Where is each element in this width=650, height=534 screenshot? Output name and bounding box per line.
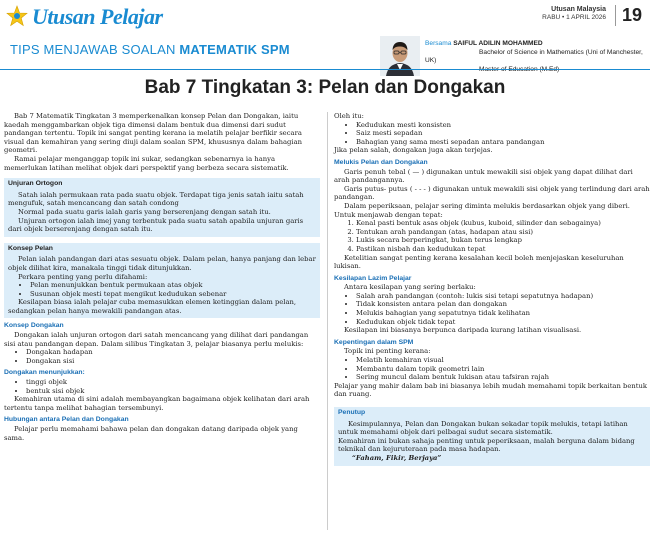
kesilapan-heading: Kesilapan Lazim Pelajar	[334, 274, 412, 282]
kepentingan-heading: Kepentingan dalam SPM	[334, 338, 414, 346]
list-item: • Kedudukan objek tidak tepat	[356, 318, 650, 327]
intro-paragraph-1: Bab 7 Matematik Tingkatan 3 memperkenalkan konsep Pelan dan Dongakan, iaitu kaedah menggambarkan objek tiga dimensi dalam bentuk dua dimensi dari sudut pandangan tertentu. Topik ini sangat penting kerana ia melatih pelajar berfikir secara visual dan kemahiran yang sering diuji dalam soalan SPM, khususnya dalam bahagian geometri.	[4, 112, 303, 155]
konsep-pelan-box	[4, 243, 320, 319]
left-column	[4, 112, 320, 442]
kepentingan-bullet-list	[334, 356, 650, 382]
dongakan-bullet-list	[4, 348, 320, 365]
menunjukkan-bullet-list	[4, 378, 320, 395]
list-item: • Melatih kemahiran visual	[356, 356, 650, 365]
tips-subject: MATEMATIK SPM	[179, 42, 290, 57]
list-item: • Kedudukan mesti konsisten	[356, 121, 650, 130]
page-number: 19	[615, 5, 642, 26]
list-item: • Pelan menunjukkan bentuk permukaan atas objek	[30, 281, 316, 290]
list-item: 1. Kenal pasti bentuk asas objek (kubus, kuboid, silinder dan sebagainya)	[356, 219, 650, 228]
kesilapan-paragraph-1: Antara kesilapan yang sering berlaku:	[344, 283, 476, 292]
column-divider	[327, 112, 328, 530]
list-item: • Bahagian yang sama mesti sepadan antara pandangan	[356, 138, 650, 147]
tips-banner	[10, 42, 290, 57]
publisher-name: Utusan Malaysia	[551, 6, 606, 13]
menunjukkan-paragraph: Kemahiran utama di sini adalah membayangkan bagaimana objek kelihatan dari arah tertentu tanpa melihat bahagian tersembunyi.	[4, 395, 310, 412]
list-item: 4. Pastikan nisbah dan kedudukan tepat	[356, 245, 650, 254]
pelan-paragraph-3: Kesilapan biasa ialah pelajar cuba memasukkan elemen ketinggian dalam pelan, sedangkan pelan hanya mewakili pandangan atas.	[8, 298, 297, 315]
list-item: • Tidak konsisten antara pelan dan dongakan	[356, 300, 650, 309]
unjuran-ortogon-box	[4, 178, 320, 237]
penutup-heading: Penutup	[338, 409, 366, 416]
melukis-paragraph-1: Garis penuh tebal ( — ) digunakan untuk mewakili sisi objek yang dapat dilihat dari arah pandangannya.	[334, 167, 633, 185]
list-item: • Melukis bahagian yang sepatutnya tidak kelihatan	[356, 309, 650, 318]
penutup-paragraph-2: Kemahiran ini bukan sahaja penting untuk peperiksaan, malah berguna dalam bidang teknikal dan kejuruteraan pada masa hadapan.	[338, 436, 635, 454]
oleh-itu-tail: Jika pelan salah, dongakan juga akan terjejas.	[334, 146, 493, 155]
kesilapan-bullet-list	[334, 292, 650, 326]
menunjukkan-heading: Dongakan menunjukkan:	[4, 369, 85, 377]
oleh-itu-label: Oleh itu:	[334, 112, 364, 120]
penutup-motto: “Faham, Fikir, Berjaya”	[352, 453, 442, 462]
hubungan-heading: Hubungan antara Pelan dan Dongakan	[4, 416, 129, 424]
melukis-paragraph-4: Ketelitian sangat penting kerana kesalahan kecil boleh menjejaskan keseluruhan lukisan.	[334, 253, 624, 271]
unjuran-paragraph-2: Normal pada suatu garis ialah garis yang berserenjang dengan satah itu.	[18, 207, 271, 216]
kesilapan-paragraph-2: Kesilapan ini biasanya berpunca daripada kurang latihan visualisasi.	[344, 326, 582, 335]
author-credential-1: Bachelor of Science in Mathematics (Uni of Manchester, UK)	[425, 48, 643, 64]
list-item: 2. Tentukan arah pandangan (atas, hadapan atau sisi)	[356, 228, 650, 237]
unjuran-paragraph-3: Unjuran ortogon ialah imej yang terbentuk pada suatu satah apabila unjuran garis dari objek berserenjang dengan satah itu.	[8, 216, 304, 234]
list-item: • bentuk sisi objek	[26, 387, 320, 396]
article-title: Bab 7 Tingkatan 3: Pelan dan Dongakan	[144, 77, 506, 98]
pelan-paragraph-1: Pelan ialah pandangan dari atas sesuatu objek. Dalam pelan, hanya panjang dan lebar objek dilihat kira, manakala tinggi tidak ditunjukkan.	[8, 255, 316, 272]
kepentingan-paragraph-1: Topik ini penting kerana:	[344, 347, 431, 356]
list-item: 3. Lukis secara berperingkat, bukan terus lengkap	[356, 236, 650, 245]
melukis-steps-list	[334, 219, 650, 253]
list-item: • tinggi objek	[26, 378, 320, 387]
dongakan-heading: Konsep Dongakan	[4, 322, 64, 330]
list-item: • Membantu dalam topik geometri lain	[356, 365, 650, 374]
brand-logo: Utusan Pelajar	[32, 4, 163, 29]
unjuran-heading: Unjuran Ortogon	[8, 180, 63, 188]
dongakan-paragraph-1: Dongakan ialah unjuran ortogon dari satah mencancang yang dilihat dari pandangan sisi atau pandangan depan. Dalam silibus Tingkatan 3, pelajar biasanya perlu melukis:	[4, 331, 309, 348]
list-item: • Saiz mesti sepadan	[356, 129, 650, 138]
pelan-heading: Konsep Pelan	[8, 244, 53, 252]
oleh-itu-bullet-list	[334, 121, 650, 147]
byline-label: Bersama	[425, 40, 452, 47]
header-divider	[0, 69, 650, 70]
publication-info	[542, 6, 606, 22]
right-column	[334, 112, 650, 468]
list-item: • Salah arah pandangan (contoh: lukis sisi tetapi sepatutnya hadapan)	[356, 292, 650, 301]
melukis-heading: Melukis Pelan dan Dongakan	[334, 158, 428, 166]
author-name: SAIFUL ADILIN MOHAMMED	[453, 40, 543, 47]
list-item: • Sering muncul dalam bentuk lukisan atau tafsiran rajah	[356, 373, 650, 382]
melukis-paragraph-3: Dalam peperiksaan, pelajar sering diminta melukis berdasarkan objek yang diberi. Untuk menjawab dengan tepat:	[334, 201, 630, 219]
pelan-bullet-list	[8, 281, 316, 298]
hubungan-paragraph: Pelajar perlu memahami bahawa pelan dan dongakan datang daripada objek yang sama.	[4, 425, 298, 442]
issue-date: RABU • 1 APRIL 2026	[542, 14, 606, 21]
penutup-paragraph-1: Kesimpulannya, Pelan dan Dongakan bukan sekadar topik melukis, tetapi latihan untuk memahami objek dari pelbagai sudut secara sistematik.	[338, 419, 628, 437]
kepentingan-paragraph-2: Pelajar yang mahir dalam bab ini biasanya lebih mudah memahami topik berkaitan bentuk dan ruang.	[334, 381, 647, 399]
tips-prefix: TIPS MENJAWAB SOALAN	[10, 42, 180, 57]
melukis-paragraph-2: Garis putus- putus ( - - - ) digunakan untuk mewakili sisi objek yang terlindung dari arah pandangan.	[334, 184, 650, 202]
star-logo-icon	[6, 5, 28, 27]
list-item: • Dongakan hadapan	[26, 348, 320, 357]
unjuran-paragraph-1: Satah ialah permukaan rata pada suatu objek. Terdapat tiga jenis satah iaitu satah mengufuk, satah mencancang dan satah condong	[8, 190, 304, 208]
list-item: • Dongakan sisi	[26, 357, 320, 366]
author-photo	[380, 36, 420, 76]
intro-paragraph-2: Ramai pelajar menganggap topik ini sukar, sedangkan sebenarnya ia hanya memerlukan latihan melihat objek dari perspektif yang berbeza secara sistematik.	[4, 154, 289, 172]
pelan-paragraph-2: Perkara penting yang perlu difahami:	[18, 272, 148, 281]
masthead	[0, 0, 650, 34]
penutup-box	[334, 407, 650, 466]
list-item: • Susunan objek mesti tepat mengikut kedudukan sebenar	[30, 290, 316, 299]
